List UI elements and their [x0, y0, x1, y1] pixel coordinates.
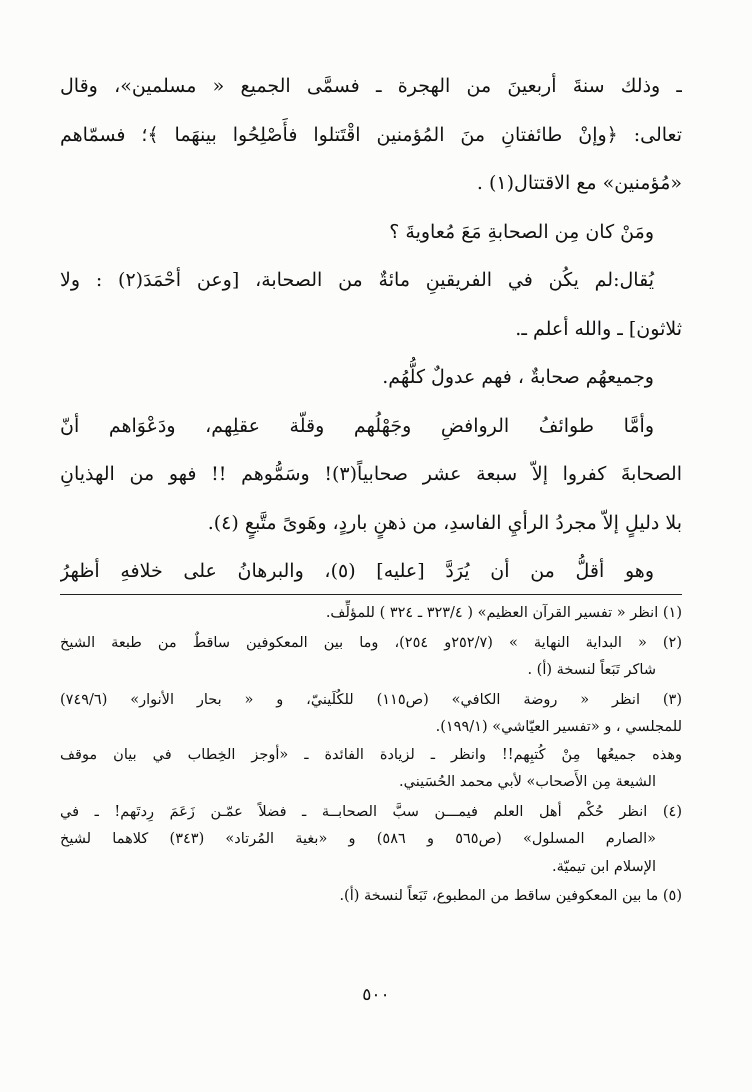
footnote-line: للمجلسي ، و «تفسير العيّاشي» (١٩٩/١).	[435, 719, 682, 735]
text-line: وأمَّا طوائفُ الروافضِ وجَهْلُهم وقلّة عقلِهم، ودَعْوَاهم أنّ	[60, 414, 654, 437]
footnote-line: (٣) انظر « روضة الكافي» (ص١١٥) للكُلَينيّ، و « بحار الأنوار» (٧٤٩/٦)	[60, 691, 682, 708]
footnote-divider	[60, 594, 682, 595]
footnote-line: وهذه جميعُها مِنْ كُتبِهم!! وانظر ـ لزيادة الفائدة ـ «أوجز الخِطاب في بيان موقف	[60, 746, 682, 763]
text-line: وجميعهُم صحابةٌ ، فهم عدولٌ كلُّهُم.	[382, 366, 654, 388]
text-line: بلا دليلٍ إلاّ مجردُ الرأيِ الفاسدِ، من ذهنٍ باردٍ، وهَوىً متَّبعٍ (٤).	[207, 511, 682, 534]
footnote-line: (١) انظر « تفسير القرآن العظيم» ( ٣٢٣/٤ ـ ٣٢٤ ) للمؤلِّف.	[325, 605, 682, 621]
text-line: تعالى: ﴿وإنْ طائفتانِ منَ المُؤمنين اقْتَتلوا فأَصْلِحُوا بينهَما ﴾؛ فسمّاهم	[60, 123, 682, 146]
text-line: «مُؤمنين» مع الاقتتال(١) .	[476, 172, 682, 194]
footnote-line: (٤) انظر حُكْم أهل العلم فيمـــن سبَّ الصحابــة ـ فضلاً عمّـن زَعَمَ رِدتَهم! ـ في	[60, 803, 682, 820]
footnote-line: الشيعة مِن الأَصحاب» لأبي محمد الحُسَيني.	[399, 774, 656, 790]
main-text	[60, 62, 682, 596]
footnote-line: الإسلام ابن تيميّة.	[552, 858, 656, 875]
footnote-line: شاكر تَبَعاً لنسخة (أ) .	[527, 662, 656, 678]
text-line: وهو أقلُّ من أن يُرَدَّ [عليه] (٥)، والبرهانُ على خلافهِ أظهرُ	[60, 560, 654, 582]
page-number: ٥٠٠	[362, 985, 390, 1005]
text-line: ثلاثون] ـ والله أعلم ـ.	[515, 317, 682, 340]
footnotes	[60, 600, 682, 911]
footnote-line: (٥) ما بين المعكوفين ساقط من المطبوع، تَبَعاً لنسخة (أ).	[339, 888, 682, 904]
text-line: الصحابةَ كفروا إلاّ سبعة عشر صحابياً(٣)! وسَمُّوهم !! فهو من الهذيانِ	[60, 463, 682, 485]
text-line: ـ وذلك سنةَ أربعينَ من الهجرة ـ فسمَّى الجميع « مسلمين»، وقال	[60, 75, 682, 97]
footnote-line: «الصارم المسلول» (ص٥٦٥ و ٥٨٦) و «بغية المُرتاد» (٣٤٣) كلاهما لشيخ	[60, 831, 656, 847]
footnote-line: (٢) « البداية النهاية » (٢٥٢/٧و ٢٥٤)، وما بين المعكوفين ساقطٌ من طبعة الشيخ	[60, 634, 682, 651]
text-line: يُقال:لم يكُن في الفريقينِ مائةٌ من الصحابة، [وعن أحْمَدَ(٢) : ولا	[60, 269, 654, 291]
text-line: ومَنْ كان مِن الصحابةِ مَعَ مُعاويةَ ؟	[389, 220, 654, 243]
